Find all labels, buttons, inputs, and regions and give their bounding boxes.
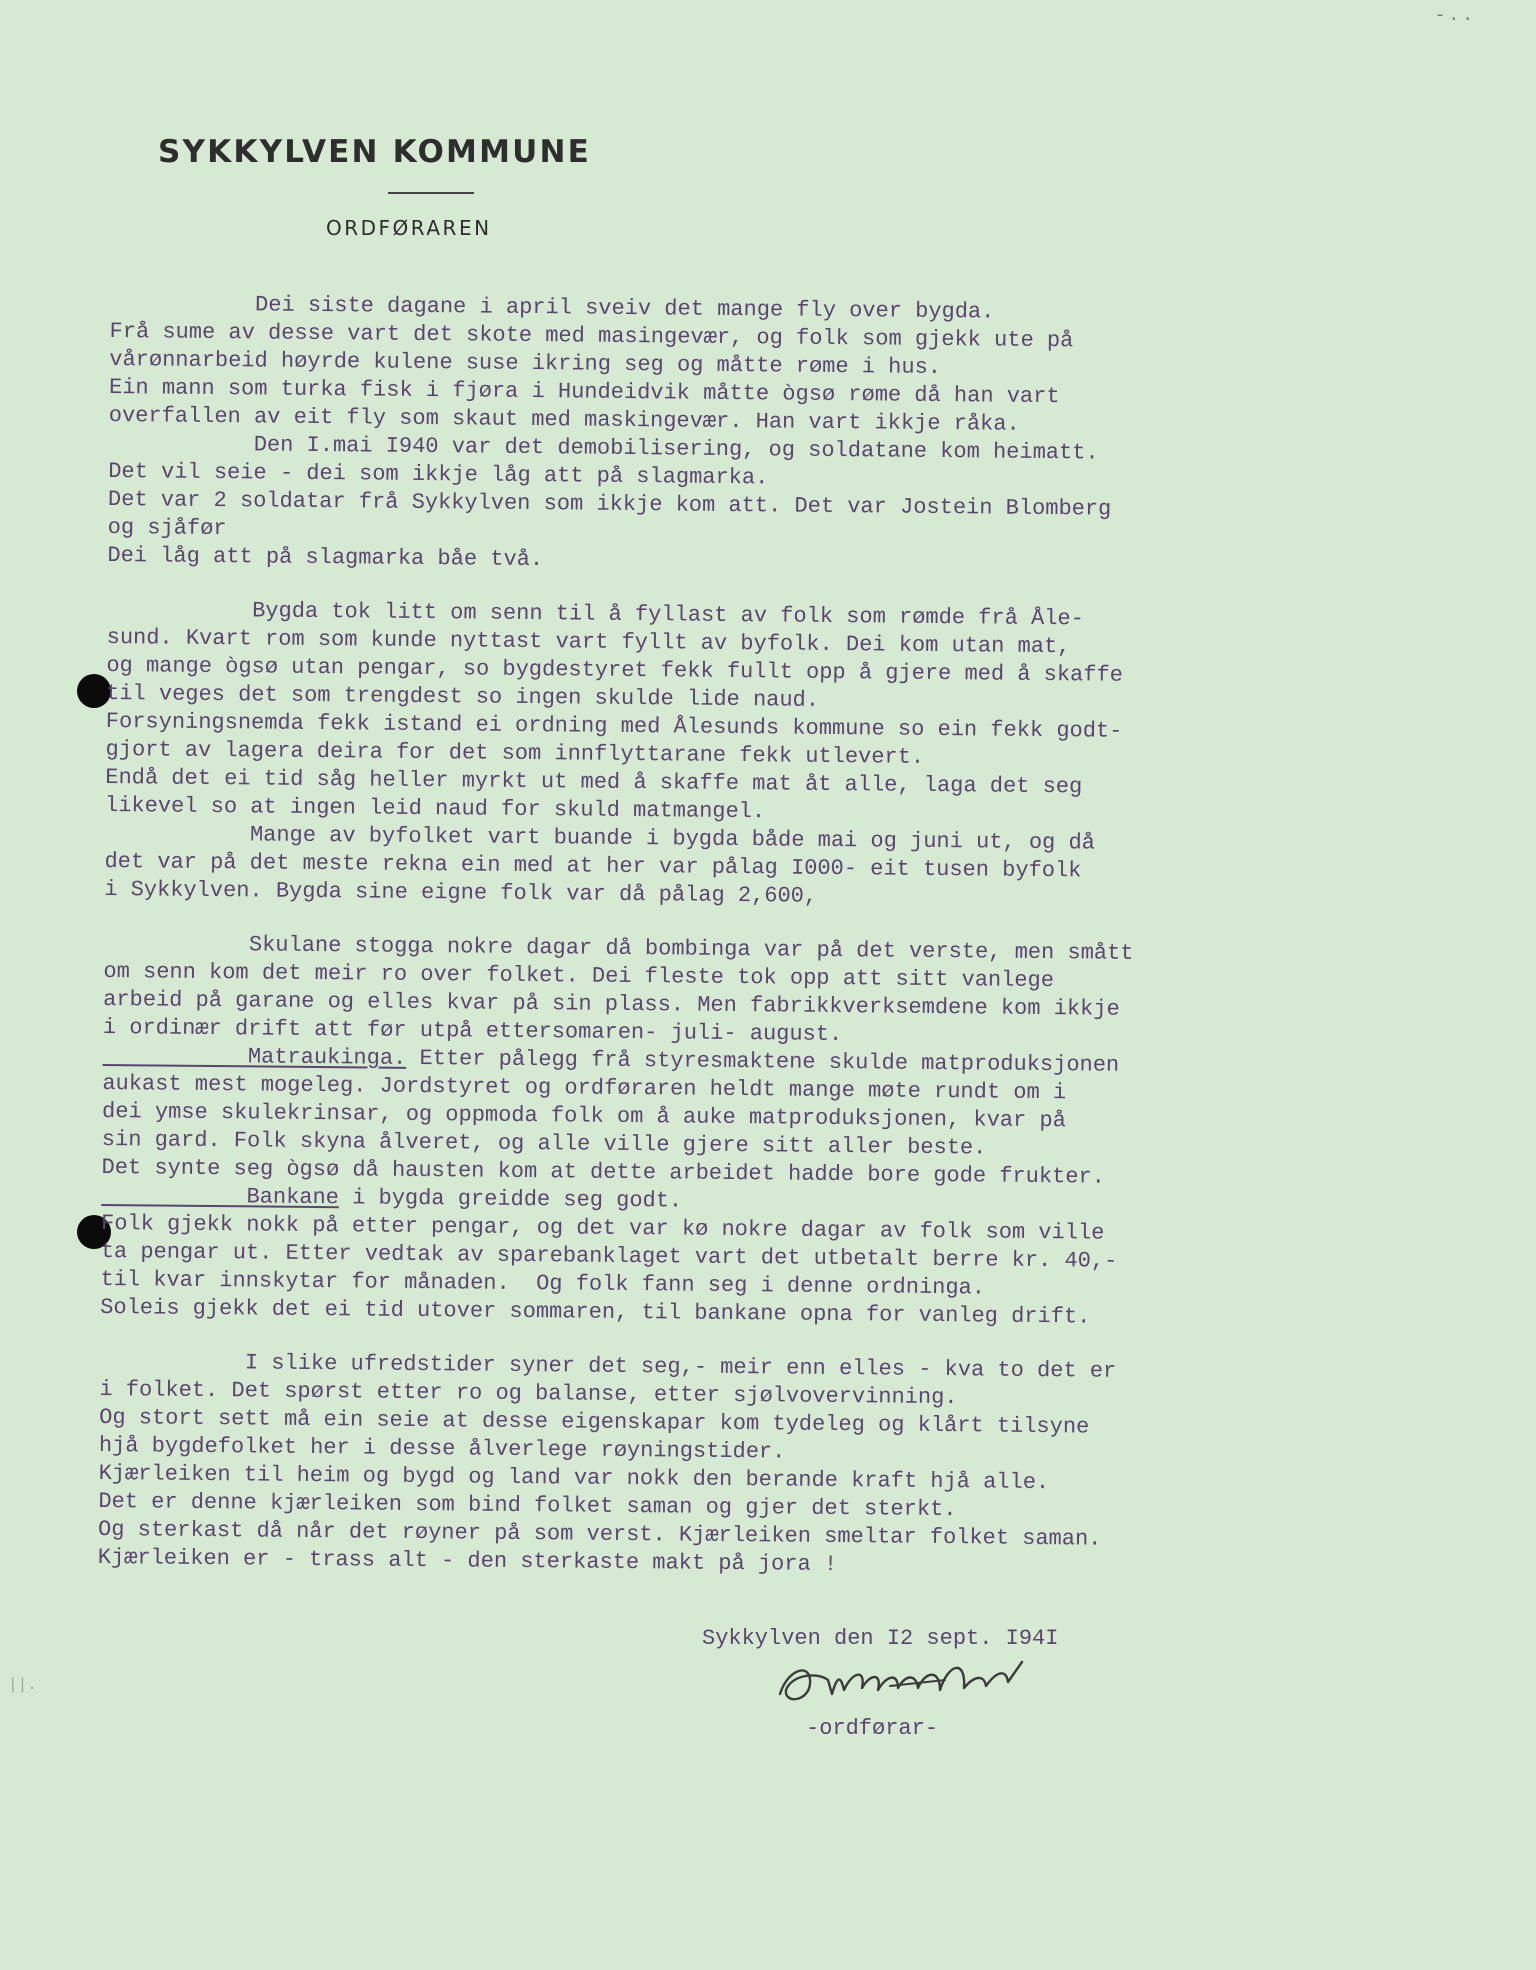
body-line: I slike ufredstider syner det seg,- meir enn elles - kva to det er: [99, 1348, 1117, 1384]
body-line: i ordinær drift att før utpå ettersomaren- juli- august.: [102, 1014, 843, 1048]
place-and-date: Sykkylven den I2 sept. I94I: [702, 1626, 1059, 1651]
body-line: til kvar innskytar for månaden. Og folk fann seg i denne ordninga.: [100, 1266, 986, 1301]
body-line: Folk gjekk nokk på etter pengar, og det var kø nokre dagar av folk som ville: [100, 1210, 1105, 1246]
body-line: arbeid på garane og elles kvar på sin plass. Men fabrikkverksemdene kom ikkje: [103, 986, 1120, 1022]
body-line: og mange ògsø utan pengar, so bygdestyret fekk fullt opp å gjere med å skaffe: [106, 652, 1124, 688]
body-line: Det var 2 soldatar frå Sykkylven som ikkje kom att. Det var Jostein Blomberg: [107, 486, 1112, 522]
edge-mark: -..: [1434, 6, 1476, 26]
signer-title: -ordførar-: [806, 1716, 939, 1741]
body-line: Endå det ei tid såg heller myrkt ut med å skaffe mat åt alle, laga det seg: [105, 764, 1083, 800]
body-line: Frå sume av desse vart det skote med masingevær, og folk som gjekk ute på: [109, 318, 1074, 354]
body-line: hjå bygdefolket her i desse ålverlege røyningstider.: [98, 1432, 786, 1465]
section-heading-bankane: Bankane: [101, 1182, 340, 1211]
left-margin-mark: ||.: [8, 1676, 37, 1694]
body-line: sin gard. Folk skyna ålveret, og alle ville gjere sitt aller beste.: [101, 1126, 987, 1161]
body-line: Soleis gjekk det ei tid utover sommaren, til bankane opna for vanleg drift.: [100, 1294, 1091, 1330]
body-line: Kjærleiken til heim og bygd og land var nokk den berande kraft hjå alle.: [98, 1460, 1050, 1496]
body-line: Det synte seg ògsø då hausten kom at dette arbeidet hadde bore gode frukter.: [101, 1154, 1106, 1190]
body-line: Det er denne kjærleiken som bind folket saman og gjer det sterkt.: [98, 1488, 957, 1523]
organization-name: SYKKYLVEN KOMMUNE: [158, 134, 592, 170]
office-title: ORDFØRAREN: [326, 216, 492, 240]
body-line: Og sterkast då når det røyner på som verst. Kjærleiken smeltar folket saman.: [97, 1516, 1102, 1552]
body-line: om senn kom det meir ro over folket. Dei fleste tok opp att sitt vanlege: [103, 958, 1055, 994]
body-line: ta pengar ut. Etter vedtak av sparebanklaget vart det utbetalt berre kr. 40,-: [100, 1238, 1118, 1274]
body-line: vårønnarbeid høyrde kulene suse ikring seg og måtte røme i hus.: [109, 346, 942, 380]
body-line-rest: Etter pålegg frå styresmaktene skulde matproduksjonen: [406, 1045, 1120, 1078]
body-line-rest: i bygda greidde seg godt.: [338, 1185, 683, 1214]
body-line: Den I.mai I940 var det demobilisering, og soldatane kom heimatt.: [108, 430, 1099, 466]
body-line: aukast mest mogeleg. Jordstyret og ordføraren heldt mange møte rundt om i: [102, 1070, 1067, 1106]
body-line: Dei låg att på slagmarka båe två.: [107, 542, 544, 573]
section-heading-mataukinga: Matraukinga.: [102, 1042, 407, 1071]
letterhead-divider: [388, 192, 474, 194]
body-line: gjort av lagera deira for det som innflyttarane fekk utlevert.: [105, 736, 925, 770]
letterhead: [158, 134, 738, 240]
body-line: og sjåfør: [107, 514, 227, 542]
body-line: Mange av byfolket vart buande i bygda både mai og juni ut, og då: [104, 820, 1096, 856]
body-line: overfallen av eit fly som skaut med maskingevær. Han vart ikkje råka.: [108, 402, 1020, 437]
body-line: Og stort sett må ein seie at desse eigenskapar kom tydeleg og klårt tilsyne: [99, 1404, 1090, 1440]
body-line: Ein mann som turka fisk i fjøra i Hundeidvik måtte ògsø røme då han vart: [108, 374, 1060, 410]
body-line: til veges det som trengdest so ingen skulde lide naud.: [106, 680, 820, 713]
signature-stroke: [780, 1662, 1022, 1699]
letter-body: [98, 290, 1490, 1585]
body-line: sund. Kvart rom som kunde nyttast vart fyllt av byfolk. Dei kom utan mat,: [106, 624, 1071, 660]
body-line: dei ymse skulekrinsar, og oppmoda folk om å auke matproduksjonen, kvar på: [101, 1098, 1066, 1134]
body-line: Bygda tok litt om senn til å fyllast av folk som rømde frå Åle-: [106, 596, 1084, 632]
body-line: i Sykkylven. Bygda sine eigne folk var då pålag 2,600,: [104, 876, 818, 909]
body-line: Det vil seie - dei som ikkje låg att på slagmarka.: [108, 458, 769, 491]
body-line: Skulane stogga nokre dagar då bombinga var på det verste, men smått: [103, 930, 1134, 966]
body-line: det var på det meste rekna ein med at her var pålag I000- eit tusen byfolk: [104, 848, 1082, 884]
closing-block: [702, 1626, 1122, 1651]
body-line: i folket. Det spørst etter ro og balanse, etter sjølvovervinning.: [99, 1376, 958, 1411]
body-line: Kjærleiken er - trass alt - den sterkaste makt på jora !: [97, 1544, 838, 1578]
body-line: Forsyningsnemda fekk istand ei ordning med Ålesunds kommune so ein fekk godt-: [105, 708, 1123, 744]
body-line: Dei siste dagane i april sveiv det mange fly over bygda.: [109, 290, 995, 325]
handwritten-signature: [770, 1650, 1070, 1720]
body-line: likevel so at ingen leid naud for skuld matmangel.: [104, 792, 766, 825]
